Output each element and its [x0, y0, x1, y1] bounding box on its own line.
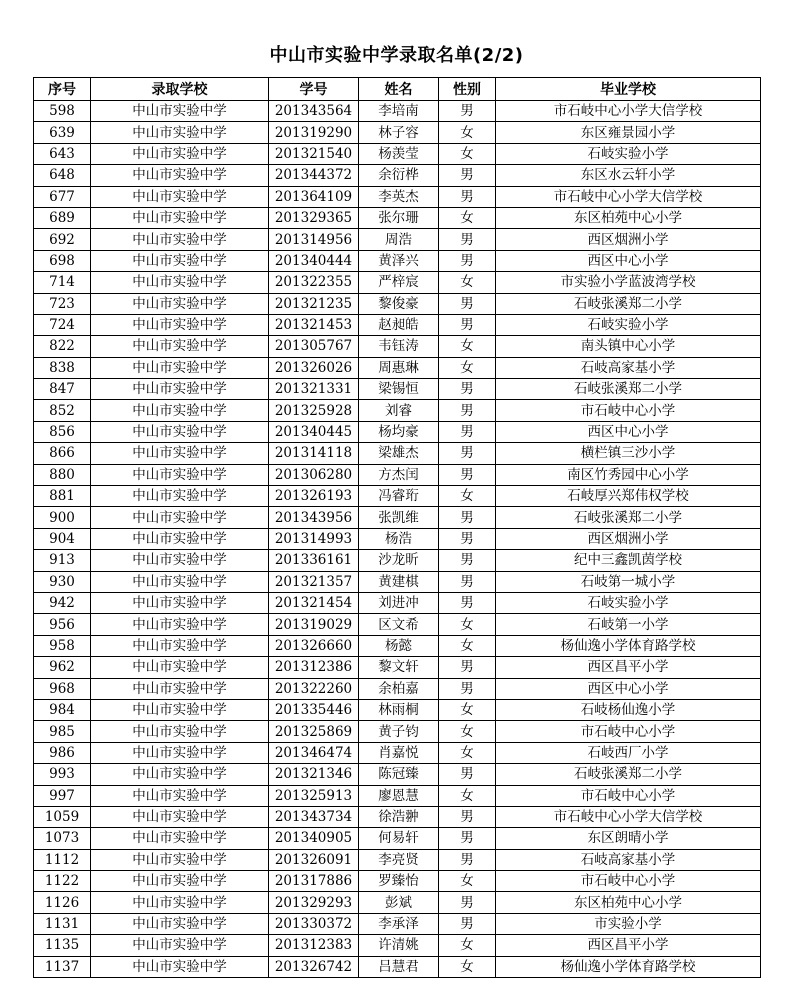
- graduation-school-cell: 市石岐中心小学: [496, 721, 761, 742]
- name-cell: 余衍桦: [359, 165, 439, 186]
- graduation-school-cell: 南头镇中心小学: [496, 336, 761, 357]
- gender-cell: 女: [439, 935, 496, 956]
- admitting-school-cell: 中山市实验中学: [91, 421, 269, 442]
- name-cell: 黄建棋: [359, 571, 439, 592]
- graduation-school-cell: 东区柏苑中心小学: [496, 207, 761, 228]
- admitting-school-cell: 中山市实验中学: [91, 443, 269, 464]
- graduation-school-cell: 市石岐中心小学大信学校: [496, 101, 761, 122]
- graduation-school-cell: 横栏镇三沙小学: [496, 443, 761, 464]
- student-id-cell: 201305767: [269, 336, 359, 357]
- name-cell: 韦钰涛: [359, 336, 439, 357]
- table-row: [34, 421, 761, 442]
- student-id-cell: 201343564: [269, 101, 359, 122]
- serial-cell: 648: [34, 165, 91, 186]
- name-cell: 周浩: [359, 229, 439, 250]
- table-row: [34, 935, 761, 956]
- gender-cell: 男: [439, 828, 496, 849]
- student-id-cell: 201344372: [269, 165, 359, 186]
- serial-cell: 984: [34, 699, 91, 720]
- admitting-school-cell: 中山市实验中学: [91, 614, 269, 635]
- gender-cell: 男: [439, 464, 496, 485]
- admitting-school-cell: 中山市实验中学: [91, 849, 269, 870]
- student-id-cell: 201329365: [269, 207, 359, 228]
- name-cell: 梁雄杰: [359, 443, 439, 464]
- gender-cell: 女: [439, 785, 496, 806]
- header-graduation-school: 毕业学校: [496, 78, 761, 101]
- graduation-school-cell: 市石岐中心小学: [496, 785, 761, 806]
- serial-cell: 598: [34, 101, 91, 122]
- serial-cell: 985: [34, 721, 91, 742]
- admitting-school-cell: 中山市实验中学: [91, 400, 269, 421]
- graduation-school-cell: 市石岐中心小学: [496, 871, 761, 892]
- name-cell: 黄子钧: [359, 721, 439, 742]
- serial-cell: 838: [34, 357, 91, 378]
- table-row: [34, 742, 761, 763]
- admitting-school-cell: 中山市实验中学: [91, 592, 269, 613]
- name-cell: 杨懿: [359, 635, 439, 656]
- student-id-cell: 201314956: [269, 229, 359, 250]
- serial-cell: 993: [34, 764, 91, 785]
- gender-cell: 女: [439, 721, 496, 742]
- header-admitting-school: 录取学校: [91, 78, 269, 101]
- admitting-school-cell: 中山市实验中学: [91, 657, 269, 678]
- gender-cell: 女: [439, 336, 496, 357]
- admitting-school-cell: 中山市实验中学: [91, 122, 269, 143]
- serial-cell: 724: [34, 314, 91, 335]
- name-cell: 陈冠臻: [359, 764, 439, 785]
- student-id-cell: 201329293: [269, 892, 359, 913]
- student-id-cell: 201325913: [269, 785, 359, 806]
- name-cell: 严梓宸: [359, 272, 439, 293]
- table-row: [34, 207, 761, 228]
- admitting-school-cell: 中山市实验中学: [91, 742, 269, 763]
- name-cell: 李亮贤: [359, 849, 439, 870]
- admitting-school-cell: 中山市实验中学: [91, 186, 269, 207]
- student-id-cell: 201326026: [269, 357, 359, 378]
- serial-cell: 962: [34, 657, 91, 678]
- name-cell: 廖恩慧: [359, 785, 439, 806]
- graduation-school-cell: 石岐第一城小学: [496, 571, 761, 592]
- table-row: [34, 101, 761, 122]
- table-row: [34, 828, 761, 849]
- student-id-cell: 201326660: [269, 635, 359, 656]
- name-cell: 李承泽: [359, 913, 439, 934]
- serial-cell: 822: [34, 336, 91, 357]
- name-cell: 张尔珊: [359, 207, 439, 228]
- header-name: 姓名: [359, 78, 439, 101]
- serial-cell: 956: [34, 614, 91, 635]
- student-id-cell: 201325928: [269, 400, 359, 421]
- name-cell: 冯睿珩: [359, 486, 439, 507]
- serial-cell: 692: [34, 229, 91, 250]
- student-id-cell: 201346474: [269, 742, 359, 763]
- serial-cell: 1112: [34, 849, 91, 870]
- admitting-school-cell: 中山市实验中学: [91, 293, 269, 314]
- graduation-school-cell: 石岐实验小学: [496, 314, 761, 335]
- serial-cell: 1073: [34, 828, 91, 849]
- student-id-cell: 201306280: [269, 464, 359, 485]
- serial-cell: 847: [34, 379, 91, 400]
- graduation-school-cell: 石岐张溪郑二小学: [496, 764, 761, 785]
- graduation-school-cell: 市石岐中心小学: [496, 400, 761, 421]
- table-row: [34, 635, 761, 656]
- serial-cell: 723: [34, 293, 91, 314]
- admitting-school-cell: 中山市实验中学: [91, 250, 269, 271]
- student-id-cell: 201336161: [269, 550, 359, 571]
- student-id-cell: 201321357: [269, 571, 359, 592]
- student-id-cell: 201321346: [269, 764, 359, 785]
- admitting-school-cell: 中山市实验中学: [91, 272, 269, 293]
- graduation-school-cell: 东区柏苑中心小学: [496, 892, 761, 913]
- gender-cell: 男: [439, 507, 496, 528]
- graduation-school-cell: 西区昌平小学: [496, 935, 761, 956]
- name-cell: 李英杰: [359, 186, 439, 207]
- graduation-school-cell: 西区中心小学: [496, 250, 761, 271]
- name-cell: 何易轩: [359, 828, 439, 849]
- admitting-school-cell: 中山市实验中学: [91, 229, 269, 250]
- admitting-school-cell: 中山市实验中学: [91, 507, 269, 528]
- admitting-school-cell: 中山市实验中学: [91, 336, 269, 357]
- serial-cell: 689: [34, 207, 91, 228]
- admission-table: [33, 77, 761, 978]
- student-id-cell: 201314993: [269, 528, 359, 549]
- graduation-school-cell: 石岐实验小学: [496, 592, 761, 613]
- serial-cell: 968: [34, 678, 91, 699]
- graduation-school-cell: 石岐西厂小学: [496, 742, 761, 763]
- student-id-cell: 201343956: [269, 507, 359, 528]
- table-row: [34, 892, 761, 913]
- table-row: [34, 678, 761, 699]
- serial-cell: 904: [34, 528, 91, 549]
- student-id-cell: 201340444: [269, 250, 359, 271]
- table-row: [34, 186, 761, 207]
- serial-cell: 900: [34, 507, 91, 528]
- student-id-cell: 201330372: [269, 913, 359, 934]
- name-cell: 区文希: [359, 614, 439, 635]
- table-row: [34, 443, 761, 464]
- name-cell: 林子容: [359, 122, 439, 143]
- gender-cell: 男: [439, 550, 496, 571]
- student-id-cell: 201322260: [269, 678, 359, 699]
- student-id-cell: 201321540: [269, 143, 359, 164]
- table-row: [34, 592, 761, 613]
- student-id-cell: 201314118: [269, 443, 359, 464]
- serial-cell: 677: [34, 186, 91, 207]
- gender-cell: 男: [439, 293, 496, 314]
- admitting-school-cell: 中山市实验中学: [91, 207, 269, 228]
- name-cell: 刘进冲: [359, 592, 439, 613]
- table-row: [34, 272, 761, 293]
- name-cell: 黎俊豪: [359, 293, 439, 314]
- student-id-cell: 201325869: [269, 721, 359, 742]
- gender-cell: 男: [439, 421, 496, 442]
- graduation-school-cell: 西区中心小学: [496, 421, 761, 442]
- graduation-school-cell: 西区昌平小学: [496, 657, 761, 678]
- serial-cell: 856: [34, 421, 91, 442]
- student-id-cell: 201340445: [269, 421, 359, 442]
- table-row: [34, 293, 761, 314]
- gender-cell: 男: [439, 892, 496, 913]
- graduation-school-cell: 石岐张溪郑二小学: [496, 507, 761, 528]
- table-row: [34, 849, 761, 870]
- graduation-school-cell: 石岐张溪郑二小学: [496, 379, 761, 400]
- name-cell: 肖嘉悦: [359, 742, 439, 763]
- admitting-school-cell: 中山市实验中学: [91, 785, 269, 806]
- graduation-school-cell: 石岐高家基小学: [496, 849, 761, 870]
- graduation-school-cell: 石岐第一小学: [496, 614, 761, 635]
- graduation-school-cell: 市实验小学: [496, 913, 761, 934]
- name-cell: 许清姚: [359, 935, 439, 956]
- admitting-school-cell: 中山市实验中学: [91, 571, 269, 592]
- gender-cell: 男: [439, 314, 496, 335]
- serial-cell: 881: [34, 486, 91, 507]
- student-id-cell: 201340905: [269, 828, 359, 849]
- table-row: [34, 657, 761, 678]
- admitting-school-cell: 中山市实验中学: [91, 913, 269, 934]
- gender-cell: 男: [439, 913, 496, 934]
- gender-cell: 男: [439, 186, 496, 207]
- serial-cell: 1131: [34, 913, 91, 934]
- admitting-school-cell: 中山市实验中学: [91, 678, 269, 699]
- serial-cell: 852: [34, 400, 91, 421]
- admitting-school-cell: 中山市实验中学: [91, 764, 269, 785]
- gender-cell: 男: [439, 443, 496, 464]
- name-cell: 徐浩翀: [359, 806, 439, 827]
- student-id-cell: 201343734: [269, 806, 359, 827]
- gender-cell: 女: [439, 956, 496, 977]
- student-id-cell: 201312383: [269, 935, 359, 956]
- admitting-school-cell: 中山市实验中学: [91, 379, 269, 400]
- table-row: [34, 721, 761, 742]
- graduation-school-cell: 东区水云轩小学: [496, 165, 761, 186]
- student-id-cell: 201321331: [269, 379, 359, 400]
- student-id-cell: 201319290: [269, 122, 359, 143]
- gender-cell: 女: [439, 635, 496, 656]
- table-row: [34, 614, 761, 635]
- admitting-school-cell: 中山市实验中学: [91, 464, 269, 485]
- table-row: [34, 250, 761, 271]
- gender-cell: 男: [439, 400, 496, 421]
- name-cell: 张凯维: [359, 507, 439, 528]
- admitting-school-cell: 中山市实验中学: [91, 721, 269, 742]
- gender-cell: 男: [439, 592, 496, 613]
- gender-cell: 女: [439, 486, 496, 507]
- serial-cell: 930: [34, 571, 91, 592]
- serial-cell: 913: [34, 550, 91, 571]
- table-row: [34, 165, 761, 186]
- student-id-cell: 201317886: [269, 871, 359, 892]
- table-row: [34, 143, 761, 164]
- gender-cell: 男: [439, 229, 496, 250]
- table-row: [34, 336, 761, 357]
- gender-cell: 女: [439, 122, 496, 143]
- gender-cell: 男: [439, 101, 496, 122]
- admitting-school-cell: 中山市实验中学: [91, 357, 269, 378]
- graduation-school-cell: 纪中三鑫凯茵学校: [496, 550, 761, 571]
- gender-cell: 女: [439, 143, 496, 164]
- name-cell: 彭斌: [359, 892, 439, 913]
- admitting-school-cell: 中山市实验中学: [91, 143, 269, 164]
- graduation-school-cell: 杨仙逸小学体育路学校: [496, 956, 761, 977]
- admitting-school-cell: 中山市实验中学: [91, 165, 269, 186]
- student-id-cell: 201326742: [269, 956, 359, 977]
- serial-cell: 639: [34, 122, 91, 143]
- gender-cell: 男: [439, 806, 496, 827]
- table-row: [34, 507, 761, 528]
- name-cell: 杨均豪: [359, 421, 439, 442]
- graduation-school-cell: 石岐高家基小学: [496, 357, 761, 378]
- name-cell: 沙龙昕: [359, 550, 439, 571]
- gender-cell: 男: [439, 764, 496, 785]
- document-title: 中山市实验中学录取名单(2/2): [269, 45, 524, 66]
- gender-cell: 女: [439, 357, 496, 378]
- name-cell: 方杰闰: [359, 464, 439, 485]
- serial-cell: 1135: [34, 935, 91, 956]
- gender-cell: 男: [439, 571, 496, 592]
- student-id-cell: 201321453: [269, 314, 359, 335]
- table-row: [34, 357, 761, 378]
- gender-cell: 女: [439, 871, 496, 892]
- graduation-school-cell: 市石岐中心小学大信学校: [496, 806, 761, 827]
- admitting-school-cell: 中山市实验中学: [91, 635, 269, 656]
- gender-cell: 男: [439, 165, 496, 186]
- graduation-school-cell: 西区中心小学: [496, 678, 761, 699]
- admitting-school-cell: 中山市实验中学: [91, 101, 269, 122]
- admitting-school-cell: 中山市实验中学: [91, 806, 269, 827]
- graduation-school-cell: 石岐厚兴郑伟权学校: [496, 486, 761, 507]
- student-id-cell: 201335446: [269, 699, 359, 720]
- header-student-id: 学号: [269, 78, 359, 101]
- serial-cell: 643: [34, 143, 91, 164]
- name-cell: 刘睿: [359, 400, 439, 421]
- gender-cell: 男: [439, 379, 496, 400]
- table-row: [34, 699, 761, 720]
- serial-cell: 1137: [34, 956, 91, 977]
- table-row: [34, 122, 761, 143]
- serial-cell: 880: [34, 464, 91, 485]
- name-cell: 罗臻怡: [359, 871, 439, 892]
- gender-cell: 男: [439, 250, 496, 271]
- table-row: [34, 400, 761, 421]
- gender-cell: 女: [439, 614, 496, 635]
- graduation-school-cell: 石岐杨仙逸小学: [496, 699, 761, 720]
- student-id-cell: 201319029: [269, 614, 359, 635]
- gender-cell: 男: [439, 678, 496, 699]
- graduation-school-cell: 西区烟洲小学: [496, 229, 761, 250]
- gender-cell: 女: [439, 207, 496, 228]
- header-serial: 序号: [34, 78, 91, 101]
- header-gender: 性别: [439, 78, 496, 101]
- student-id-cell: 201326091: [269, 849, 359, 870]
- gender-cell: 男: [439, 528, 496, 549]
- table-row: [34, 550, 761, 571]
- serial-cell: 958: [34, 635, 91, 656]
- graduation-school-cell: 南区竹秀园中心小学: [496, 464, 761, 485]
- graduation-school-cell: 市石岐中心小学大信学校: [496, 186, 761, 207]
- table-row: [34, 871, 761, 892]
- graduation-school-cell: 石岐实验小学: [496, 143, 761, 164]
- admitting-school-cell: 中山市实验中学: [91, 956, 269, 977]
- admitting-school-cell: 中山市实验中学: [91, 699, 269, 720]
- serial-cell: 1126: [34, 892, 91, 913]
- table-row: [34, 913, 761, 934]
- serial-cell: 997: [34, 785, 91, 806]
- table-body: [34, 101, 761, 978]
- table-row: [34, 528, 761, 549]
- gender-cell: 女: [439, 742, 496, 763]
- graduation-school-cell: 市实验小学蓝波湾学校: [496, 272, 761, 293]
- graduation-school-cell: 杨仙逸小学体育路学校: [496, 635, 761, 656]
- graduation-school-cell: 东区雍景园小学: [496, 122, 761, 143]
- name-cell: 周惠琳: [359, 357, 439, 378]
- student-id-cell: 201322355: [269, 272, 359, 293]
- name-cell: 黎文轩: [359, 657, 439, 678]
- serial-cell: 1059: [34, 806, 91, 827]
- student-id-cell: 201364109: [269, 186, 359, 207]
- table-row: [34, 785, 761, 806]
- gender-cell: 女: [439, 272, 496, 293]
- table-row: [34, 956, 761, 977]
- gender-cell: 男: [439, 657, 496, 678]
- serial-cell: 986: [34, 742, 91, 763]
- serial-cell: 866: [34, 443, 91, 464]
- serial-cell: 942: [34, 592, 91, 613]
- name-cell: 杨浩: [359, 528, 439, 549]
- admitting-school-cell: 中山市实验中学: [91, 935, 269, 956]
- name-cell: 李培南: [359, 101, 439, 122]
- admitting-school-cell: 中山市实验中学: [91, 314, 269, 335]
- admitting-school-cell: 中山市实验中学: [91, 871, 269, 892]
- graduation-school-cell: 石岐张溪郑二小学: [496, 293, 761, 314]
- table-row: [34, 571, 761, 592]
- name-cell: 吕慧君: [359, 956, 439, 977]
- name-cell: 赵昶皓: [359, 314, 439, 335]
- serial-cell: 1122: [34, 871, 91, 892]
- admitting-school-cell: 中山市实验中学: [91, 528, 269, 549]
- admitting-school-cell: 中山市实验中学: [91, 486, 269, 507]
- student-id-cell: 201326193: [269, 486, 359, 507]
- name-cell: 林雨桐: [359, 699, 439, 720]
- table-row: [34, 486, 761, 507]
- gender-cell: 男: [439, 849, 496, 870]
- name-cell: 黄泽兴: [359, 250, 439, 271]
- name-cell: 梁锡恒: [359, 379, 439, 400]
- admitting-school-cell: 中山市实验中学: [91, 550, 269, 571]
- serial-cell: 714: [34, 272, 91, 293]
- table-header-row: [34, 78, 761, 101]
- student-id-cell: 201321235: [269, 293, 359, 314]
- gender-cell: 女: [439, 699, 496, 720]
- table-row: [34, 806, 761, 827]
- student-id-cell: 201321454: [269, 592, 359, 613]
- student-id-cell: 201312386: [269, 657, 359, 678]
- admitting-school-cell: 中山市实验中学: [91, 828, 269, 849]
- name-cell: 杨羡莹: [359, 143, 439, 164]
- graduation-school-cell: 西区烟洲小学: [496, 528, 761, 549]
- admitting-school-cell: 中山市实验中学: [91, 892, 269, 913]
- table-row: [34, 229, 761, 250]
- graduation-school-cell: 东区朗晴小学: [496, 828, 761, 849]
- table-row: [34, 464, 761, 485]
- table-row: [34, 379, 761, 400]
- name-cell: 余柏嘉: [359, 678, 439, 699]
- table-row: [34, 764, 761, 785]
- serial-cell: 698: [34, 250, 91, 271]
- table-row: [34, 314, 761, 335]
